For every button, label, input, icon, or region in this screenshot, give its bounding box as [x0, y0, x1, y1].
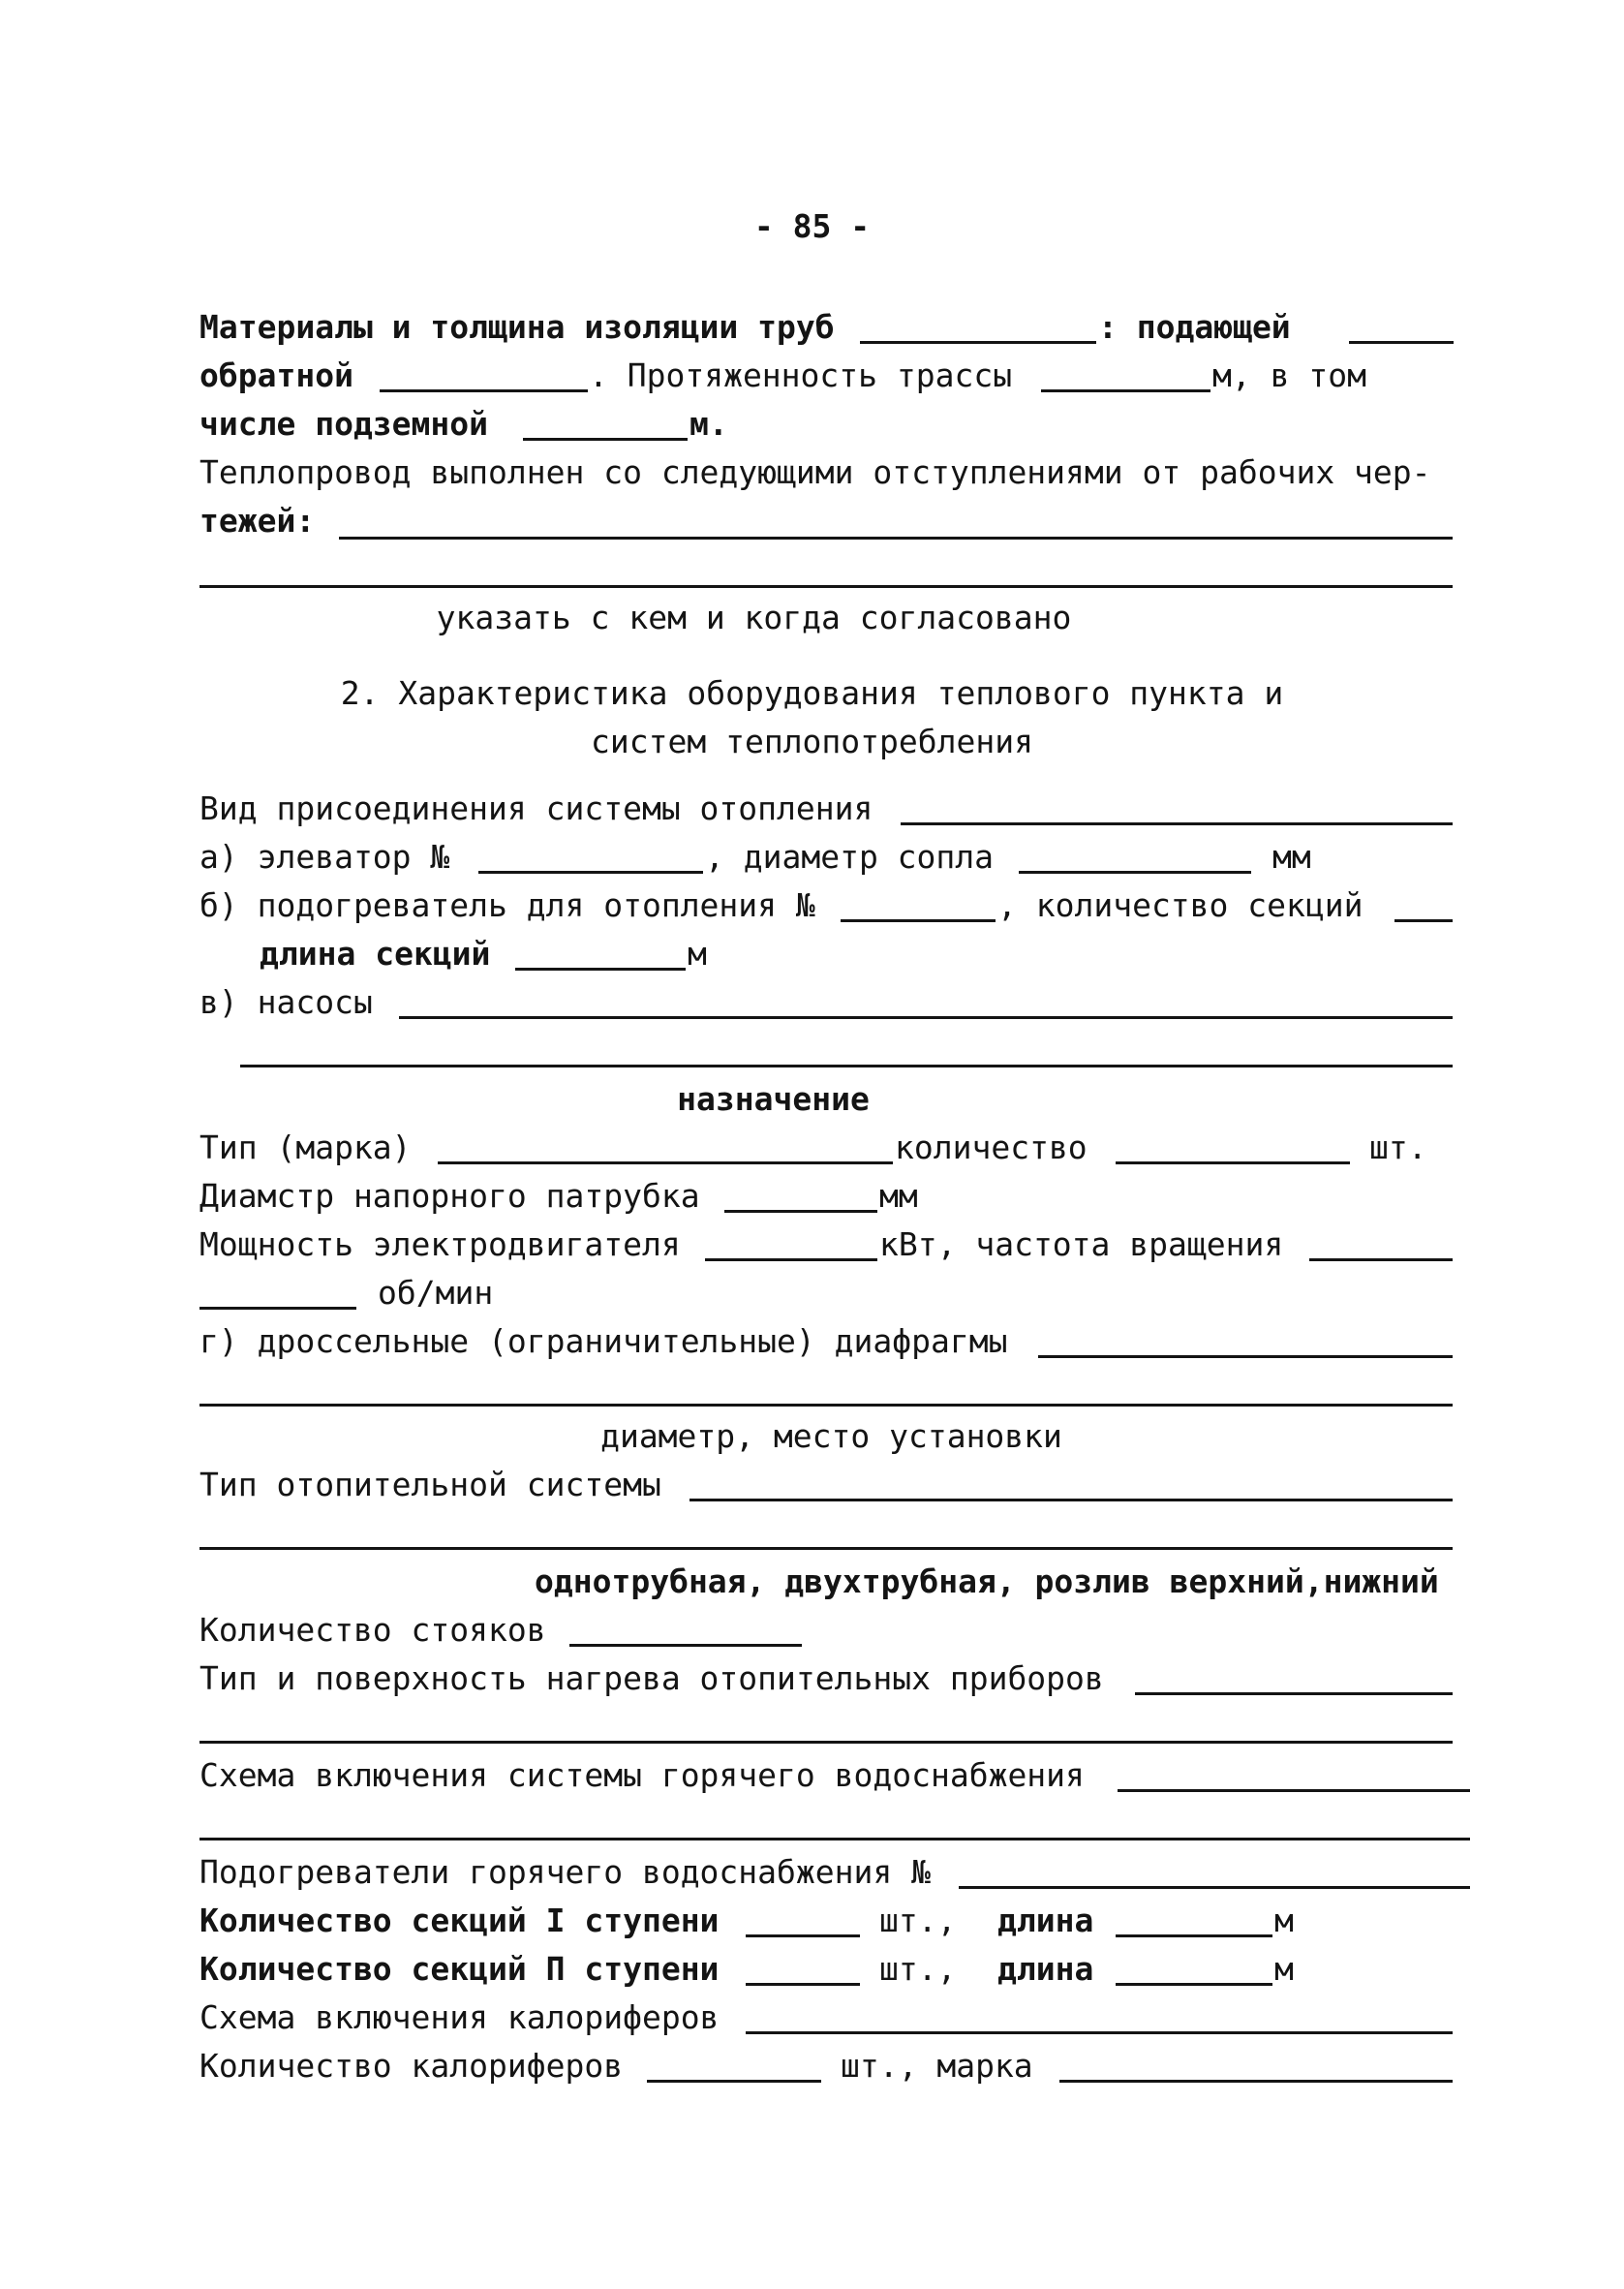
deviations-hint: указать с кем и когда согласовано [436, 599, 1072, 636]
pump-type-label: Тип (марка) [199, 1129, 412, 1166]
throttle-blank-1[interactable] [1038, 1355, 1453, 1358]
pump-type-blank[interactable] [438, 1161, 893, 1164]
calorifier-count-label: Количество калориферов [199, 2047, 624, 2085]
motor-power-unit: кВт, частота вращения [879, 1225, 1284, 1263]
radiators-blank-1[interactable] [1135, 1692, 1453, 1695]
calorifier-scheme-blank[interactable] [746, 2031, 1453, 2034]
heater-label: б) подогреватель для отопления № [199, 886, 815, 924]
sections-count-blank[interactable] [1394, 919, 1453, 922]
elevator-label: а) элеватор № [199, 838, 450, 876]
calorifier-brand-blank[interactable] [1059, 2080, 1453, 2083]
heating-system-type-label: Тип отопительной системы [199, 1466, 661, 1503]
rpm-blank-1[interactable] [1309, 1258, 1453, 1261]
stage2-m: м [1274, 1950, 1294, 1988]
supply-blank[interactable] [1349, 341, 1454, 344]
heating-system-hint: однотрубная, двухтрубная, розлив верхний,нижний [535, 1562, 1439, 1600]
risers-label: Количество стояков [199, 1611, 546, 1649]
route-length-label: . Протяженность трассы [589, 356, 1013, 394]
stage2-pcs: шт., [879, 1950, 957, 1988]
pumps-label: в) насосы [199, 983, 373, 1021]
stage2-count-blank[interactable] [746, 1983, 860, 1986]
dhw-scheme-label: Схема включения системы горячего водоснабжения [199, 1756, 1085, 1794]
underground-unit: м. [689, 405, 728, 443]
pump-count-label: количество [895, 1129, 1088, 1166]
nozzle-diameter-unit: мм [879, 1177, 918, 1215]
rpm-blank-2[interactable] [199, 1307, 356, 1310]
pump-count-unit: шт. [1369, 1129, 1427, 1166]
motor-power-blank[interactable] [705, 1258, 877, 1261]
elevator-blank[interactable] [478, 871, 703, 874]
section-length-blank[interactable] [515, 968, 686, 971]
throttle-hint: диаметр, место установки [600, 1417, 1062, 1455]
deviations-blank-1[interactable] [339, 537, 1453, 540]
stage2-length-blank[interactable] [1116, 1983, 1272, 1986]
section2-heading-line2: систем теплопотребления [591, 723, 1033, 760]
risers-blank[interactable] [569, 1644, 802, 1647]
nozzle-diameter-blank[interactable] [724, 1210, 877, 1213]
insulation-label: Материалы и толщина изоляции труб [199, 308, 835, 346]
motor-power-label: Мощность электродвигателя [199, 1225, 681, 1263]
stage1-m: м [1274, 1902, 1294, 1939]
deviations-line1: Теплопровод выполнен со следующими отступлениями от рабочих чер- [199, 453, 1431, 491]
radiators-label: Тип и поверхность нагрева отопительных приборов [199, 1659, 1104, 1697]
route-unit: м, в том [1212, 356, 1366, 394]
pumps-blank-2[interactable] [240, 1065, 1453, 1067]
section-length-label: длина секций [260, 935, 491, 973]
calorifier-scheme-label: Схема включения калориферов [199, 1998, 720, 2036]
deviations-line2: тежей: [199, 502, 316, 540]
calorifier-count-blank[interactable] [647, 2080, 821, 2083]
return-blank[interactable] [380, 389, 588, 392]
stage1-label: Количество секций I ступени [199, 1902, 720, 1939]
stage1-pcs: шт., [879, 1902, 957, 1939]
route-length-blank[interactable] [1041, 389, 1210, 392]
heating-system-type-blank-2[interactable] [199, 1547, 1453, 1550]
underground-label: числе подземной [199, 405, 489, 443]
stage1-count-blank[interactable] [746, 1934, 860, 1937]
heating-system-type-blank-1[interactable] [689, 1499, 1453, 1501]
nozzle-label: , диаметр сопла [705, 838, 995, 876]
connection-blank[interactable] [901, 822, 1453, 825]
return-label: обратной [199, 356, 353, 394]
radiators-blank-2[interactable] [199, 1741, 1453, 1744]
rpm-unit: об/мин [378, 1274, 494, 1312]
section-length-unit: м [688, 935, 707, 973]
heater-blank[interactable] [841, 919, 996, 922]
pumps-hint: назначение [677, 1080, 870, 1118]
section2-heading-line1: 2. Характеристика оборудования теплового пункта и [340, 674, 1284, 712]
dhw-heaters-label: Подогреватели горячего водоснабжения № [199, 1853, 931, 1891]
dhw-heaters-blank[interactable] [959, 1886, 1470, 1889]
nozzle-unit: мм [1272, 838, 1311, 876]
deviations-blank-2[interactable] [199, 585, 1453, 588]
stage1-length-label: длина [997, 1902, 1094, 1939]
pumps-blank-1[interactable] [399, 1016, 1453, 1019]
underground-blank[interactable] [523, 438, 688, 441]
dhw-scheme-blank-2[interactable] [199, 1838, 1470, 1840]
nozzle-diameter-label: Диамстр напорного патрубка [199, 1177, 700, 1215]
dhw-scheme-blank-1[interactable] [1118, 1789, 1470, 1792]
stage2-length-label: длина [997, 1950, 1094, 1988]
stage1-length-blank[interactable] [1116, 1934, 1272, 1937]
pump-count-blank[interactable] [1116, 1161, 1350, 1164]
calorifier-pcs-label: шт., марка [841, 2047, 1033, 2085]
supply-label: : подающей [1098, 308, 1291, 346]
stage2-label: Количество секций П ступени [199, 1950, 720, 1988]
nozzle-blank[interactable] [1019, 871, 1251, 874]
sections-count-label: , количество секций [997, 886, 1364, 924]
throttle-label: г) дроссельные (ограничительные) диафрагмы [199, 1322, 1008, 1360]
page-number: - 85 - [753, 207, 871, 245]
connection-label: Вид присоединения системы отопления [199, 789, 873, 827]
throttle-blank-2[interactable] [199, 1404, 1453, 1407]
insulation-blank[interactable] [860, 341, 1096, 344]
